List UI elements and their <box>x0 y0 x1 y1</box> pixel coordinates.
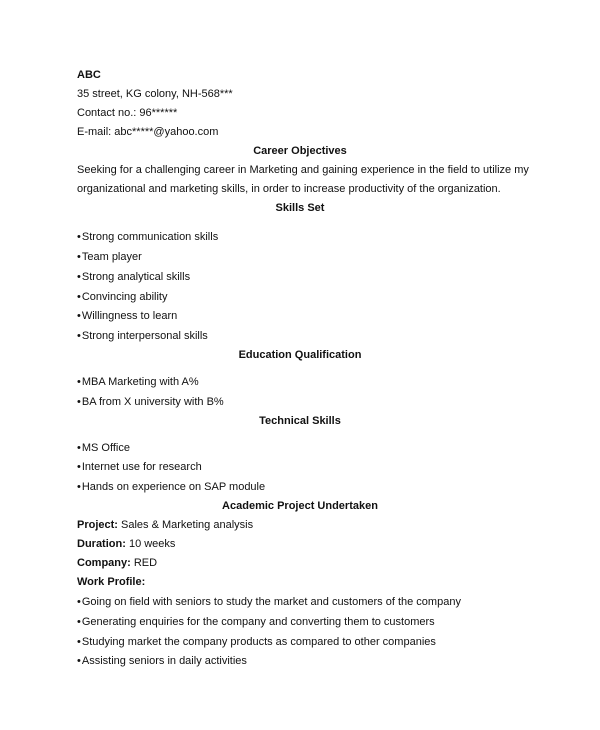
academic-project-heading: Academic Project Undertaken <box>222 500 378 512</box>
project-value: Sales & Marketing analysis <box>117 519 254 531</box>
bullet-icon: • <box>77 461 81 473</box>
bullet-icon: • <box>77 231 81 243</box>
bullet-icon: • <box>77 271 81 283</box>
duration-label: Duration: <box>77 538 126 550</box>
list-item: •Going on field with seniors to study the market and customers of the company <box>77 596 461 608</box>
bullet-icon: • <box>77 330 81 342</box>
candidate-name: ABC <box>77 69 101 81</box>
bullet-icon: • <box>77 481 81 493</box>
list-item: •Studying market the company products as compared to other companies <box>77 636 436 648</box>
bullet-icon: • <box>77 251 81 263</box>
education-heading: Education Qualification <box>238 349 362 361</box>
bullet-icon: • <box>77 376 81 388</box>
bullet-icon: • <box>77 655 81 667</box>
bullet-icon: • <box>77 442 81 454</box>
skills-set-heading: Skills Set <box>275 202 325 214</box>
address: 35 street, KG colony, NH-568*** <box>77 88 233 100</box>
list-item: •MBA Marketing with A% <box>77 376 199 388</box>
career-objectives-heading: Career Objectives <box>253 145 347 157</box>
list-item: •Generating enquiries for the company and converting them to customers <box>77 616 435 628</box>
bullet-icon: • <box>77 291 81 303</box>
project-label: Project: <box>77 519 118 531</box>
list-item: •Strong interpersonal skills <box>77 330 208 342</box>
contact-number: Contact no.: 96****** <box>77 107 178 119</box>
bullet-icon: • <box>77 636 81 648</box>
list-item: •Assisting seniors in daily activities <box>77 655 247 667</box>
work-profile-label: Work Profile: <box>77 576 146 588</box>
bullet-icon: • <box>77 616 81 628</box>
company-label: Company: <box>77 557 131 569</box>
email: E-mail: abc*****@yahoo.com <box>77 126 219 138</box>
bullet-icon: • <box>77 396 81 408</box>
company-value: RED <box>130 557 158 569</box>
bullet-icon: • <box>77 596 81 608</box>
technical-skills-heading: Technical Skills <box>259 415 341 427</box>
career-objective-line-1: Seeking for a challenging career in Marketing and gaining experience in the field to utilize my <box>77 164 529 176</box>
duration-value: 10 weeks <box>125 538 176 550</box>
career-objective-line-2: organizational and marketing skills, in order to increase productivity of the organization. <box>77 183 501 195</box>
bullet-icon: • <box>77 310 81 322</box>
list-item: •Willingness to learn <box>77 310 178 322</box>
project-row <box>77 518 253 532</box>
company-row <box>77 556 157 570</box>
list-item: •Convincing ability <box>77 291 168 303</box>
list-item: •Internet use for research <box>77 461 202 473</box>
duration-row <box>77 537 175 551</box>
list-item: •Strong analytical skills <box>77 271 191 283</box>
list-item: •Hands on experience on SAP module <box>77 481 266 493</box>
list-item: •MS Office <box>77 442 130 454</box>
list-item: •Strong communication skills <box>77 231 219 243</box>
list-item: •BA from X university with B% <box>77 396 224 408</box>
list-item: •Team player <box>77 251 142 263</box>
